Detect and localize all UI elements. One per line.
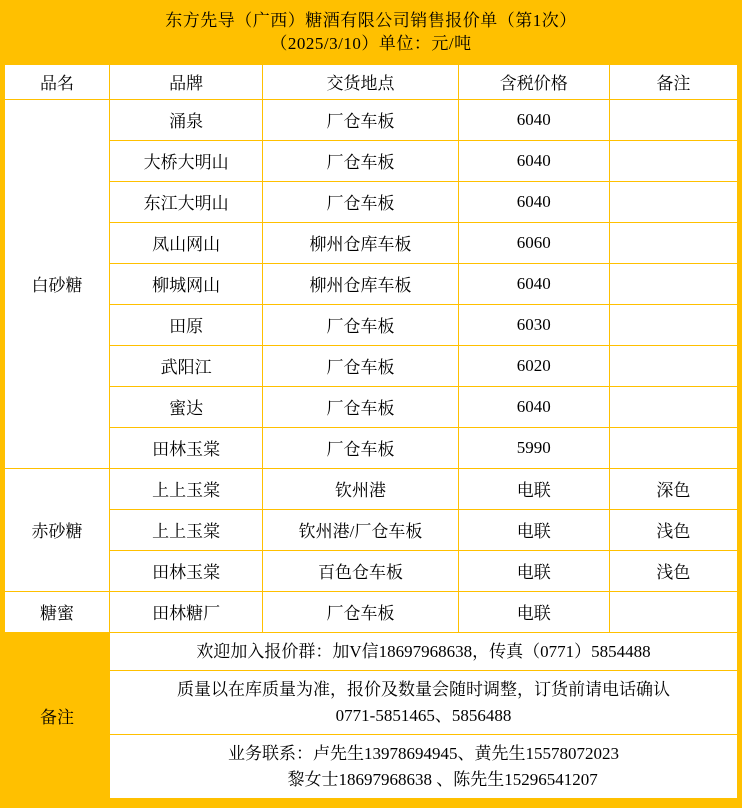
cell-brand: 田林糖厂 (110, 591, 263, 632)
table-row (5, 263, 738, 304)
column-header-delivery-location: 交货地点 (263, 64, 458, 99)
cell-brand: 田林玉棠 (110, 550, 263, 591)
price-table (4, 4, 738, 799)
footer-note-line: 0771-5851465、5856488 (335, 705, 512, 725)
cell-price: 6040 (458, 140, 609, 181)
cell-delivery-location: 厂仓车板 (263, 386, 458, 427)
cell-delivery-location: 厂仓车板 (263, 181, 458, 222)
cell-remark (609, 263, 737, 304)
cell-delivery-location: 厂仓车板 (263, 140, 458, 181)
cell-price: 6030 (458, 304, 609, 345)
table-row (5, 386, 738, 427)
column-header-remark: 备注 (609, 64, 737, 99)
cell-delivery-location: 百色仓车板 (263, 550, 458, 591)
footer-note-group (110, 735, 738, 799)
cell-delivery-location: 厂仓车板 (263, 99, 458, 140)
cell-remark (609, 591, 737, 632)
cell-brand: 凤山网山 (110, 222, 263, 263)
cell-remark (609, 386, 737, 427)
footer-note-line: 欢迎加入报价群：加V信18697968638，传真（0771）5854488 (196, 641, 651, 661)
footer-note-line: 黎女士18697968638 、陈先生15296541207 (249, 769, 598, 789)
footer-row-2 (5, 671, 738, 735)
cell-remark (609, 345, 737, 386)
table-row (5, 509, 738, 550)
table-row (5, 468, 738, 509)
table-row (5, 591, 738, 632)
product-group-name: 赤砂糖 (5, 468, 110, 591)
cell-delivery-location: 厂仓车板 (263, 304, 458, 345)
table-row (5, 345, 738, 386)
cell-brand: 田林玉棠 (110, 427, 263, 468)
cell-brand: 柳城网山 (110, 263, 263, 304)
cell-price: 电联 (458, 550, 609, 591)
footer-note-group (110, 632, 738, 671)
cell-delivery-location: 柳州仓库车板 (263, 263, 458, 304)
product-group-name: 糖蜜 (5, 591, 110, 632)
cell-price: 6040 (458, 263, 609, 304)
cell-brand: 上上玉棠 (110, 509, 263, 550)
cell-price: 电联 (458, 591, 609, 632)
cell-delivery-location: 柳州仓库车板 (263, 222, 458, 263)
cell-delivery-location: 厂仓车板 (263, 345, 458, 386)
cell-price: 6060 (458, 222, 609, 263)
cell-delivery-location: 钦州港/厂仓车板 (263, 509, 458, 550)
title-line-1: 东方先导（广西）糖酒有限公司销售报价单（第1次） (165, 11, 577, 30)
cell-brand: 上上玉棠 (110, 468, 263, 509)
column-header-product: 品名 (5, 64, 110, 99)
cell-price: 电联 (458, 509, 609, 550)
table-row (5, 140, 738, 181)
cell-brand: 大桥大明山 (110, 140, 263, 181)
column-header-price: 含税价格 (458, 64, 609, 99)
footer-note-line: 质量以在库质量为准，报价及数量会随时调整，订货前请电话确认 (177, 680, 670, 700)
table-header-row (5, 64, 738, 99)
cell-brand: 田原 (110, 304, 263, 345)
cell-price: 6040 (458, 181, 609, 222)
cell-price: 6020 (458, 345, 609, 386)
cell-remark: 浅色 (609, 550, 737, 591)
document-title (5, 4, 738, 64)
cell-remark (609, 222, 737, 263)
cell-remark (609, 140, 737, 181)
table-row (5, 550, 738, 591)
footer-row-3 (5, 735, 738, 799)
table-row (5, 99, 738, 140)
footer-note-group (110, 671, 738, 735)
product-group-name: 白砂糖 (5, 99, 110, 468)
cell-price: 6040 (458, 386, 609, 427)
cell-price: 电联 (458, 468, 609, 509)
cell-remark (609, 181, 737, 222)
footer-row-1 (5, 632, 738, 671)
cell-remark (609, 304, 737, 345)
cell-remark (609, 99, 737, 140)
cell-delivery-location: 厂仓车板 (263, 591, 458, 632)
cell-price: 6040 (458, 99, 609, 140)
cell-delivery-location: 钦州港 (263, 468, 458, 509)
cell-delivery-location: 厂仓车板 (263, 427, 458, 468)
table-row (5, 222, 738, 263)
footer-note-line: 业务联系：卢先生13978694945、黄先生15578072023 (228, 744, 619, 764)
title-line-2: （2025/3/10）单位：元/吨 (270, 33, 472, 53)
cell-remark: 深色 (609, 468, 737, 509)
title-row (5, 4, 738, 64)
cell-remark: 浅色 (609, 509, 737, 550)
cell-remark (609, 427, 737, 468)
cell-brand: 涌泉 (110, 99, 263, 140)
cell-price: 5990 (458, 427, 609, 468)
table-row (5, 304, 738, 345)
table-row (5, 427, 738, 468)
cell-brand: 蜜达 (110, 386, 263, 427)
table-row (5, 181, 738, 222)
column-header-brand: 品牌 (110, 64, 263, 99)
cell-brand: 东江大明山 (110, 181, 263, 222)
cell-brand: 武阳江 (110, 345, 263, 386)
footer-label: 备注 (5, 632, 110, 799)
